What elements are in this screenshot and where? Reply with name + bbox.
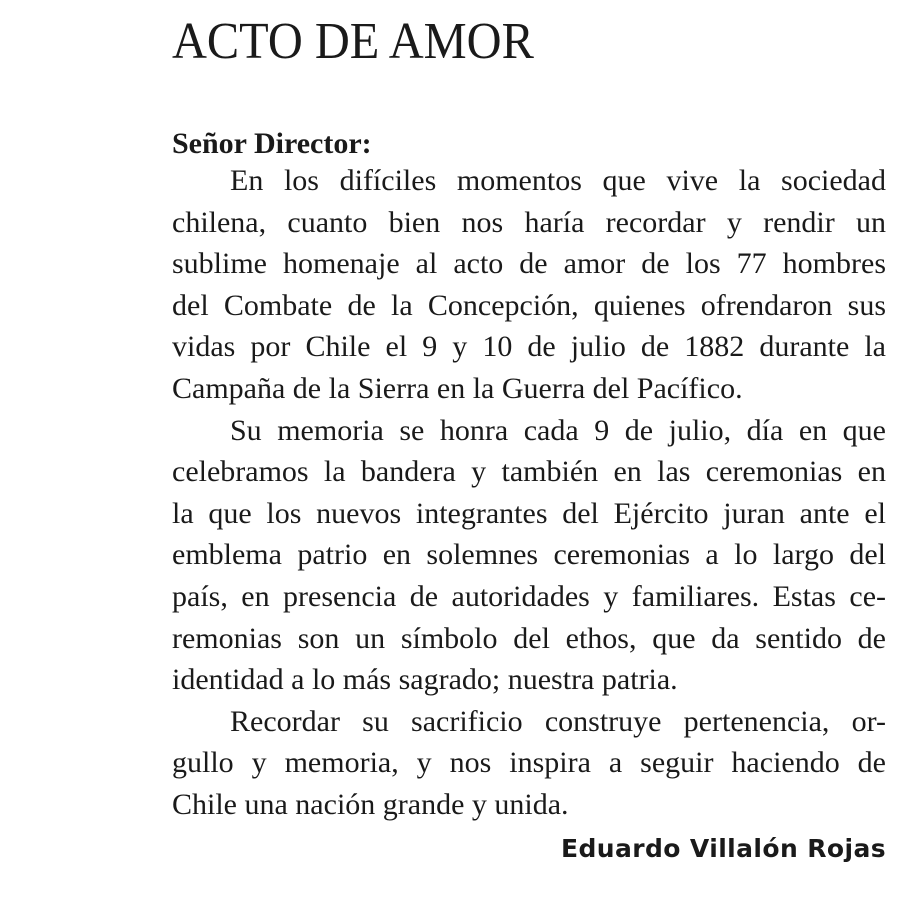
paragraph-line: vidas por Chile el 9 y 10 de julio de 1882 durante la: [172, 330, 886, 364]
paragraph-2: [172, 410, 886, 701]
paragraph-line: Campaña de la Sierra en la Guerra del Pacífico.: [172, 371, 743, 405]
paragraph-line: la que los nuevos integrantes del Ejército juran ante el: [172, 496, 886, 530]
paragraph-line: del Combate de la Concepción, quienes ofrendaron sus: [172, 288, 886, 322]
paragraph-line: sublime homenaje al acto de amor de los 77 hombres: [172, 247, 886, 281]
paragraph-3: [172, 701, 886, 826]
signature: Eduardo Villalón Rojas: [560, 833, 886, 863]
paragraph-line: gullo y memoria, y nos inspira a seguir haciendo de: [172, 746, 886, 780]
letter-article: [172, 0, 886, 866]
paragraph-1: [172, 160, 886, 410]
paragraph-line: celebramos la bandera y también en las ceremonias en: [172, 455, 886, 489]
paragraph-line: país, en presencia de autoridades y familiares. Estas ce-: [172, 579, 886, 613]
paragraph-line: identidad a lo más sagrado; nuestra patria.: [172, 663, 678, 697]
headline: ACTO DE AMOR: [172, 13, 534, 70]
paragraph-line: Recordar su sacrificio construye pertenencia, or-: [230, 704, 886, 738]
paragraph-line: chilena, cuanto bien nos haría recordar y rendir un: [172, 205, 886, 239]
paragraph-line: Su memoria se honra cada 9 de julio, día en que: [230, 413, 886, 447]
paragraph-line: En los difíciles momentos que vive la sociedad: [230, 164, 886, 197]
salutation: Señor Director:: [172, 127, 372, 160]
paragraph-line: Chile una nación grande y unida.: [172, 787, 569, 821]
paragraph-line: remonias son un símbolo del ethos, que da sentido de: [172, 621, 886, 655]
paragraph-line: emblema patrio en solemnes ceremonias a lo largo del: [172, 538, 886, 572]
